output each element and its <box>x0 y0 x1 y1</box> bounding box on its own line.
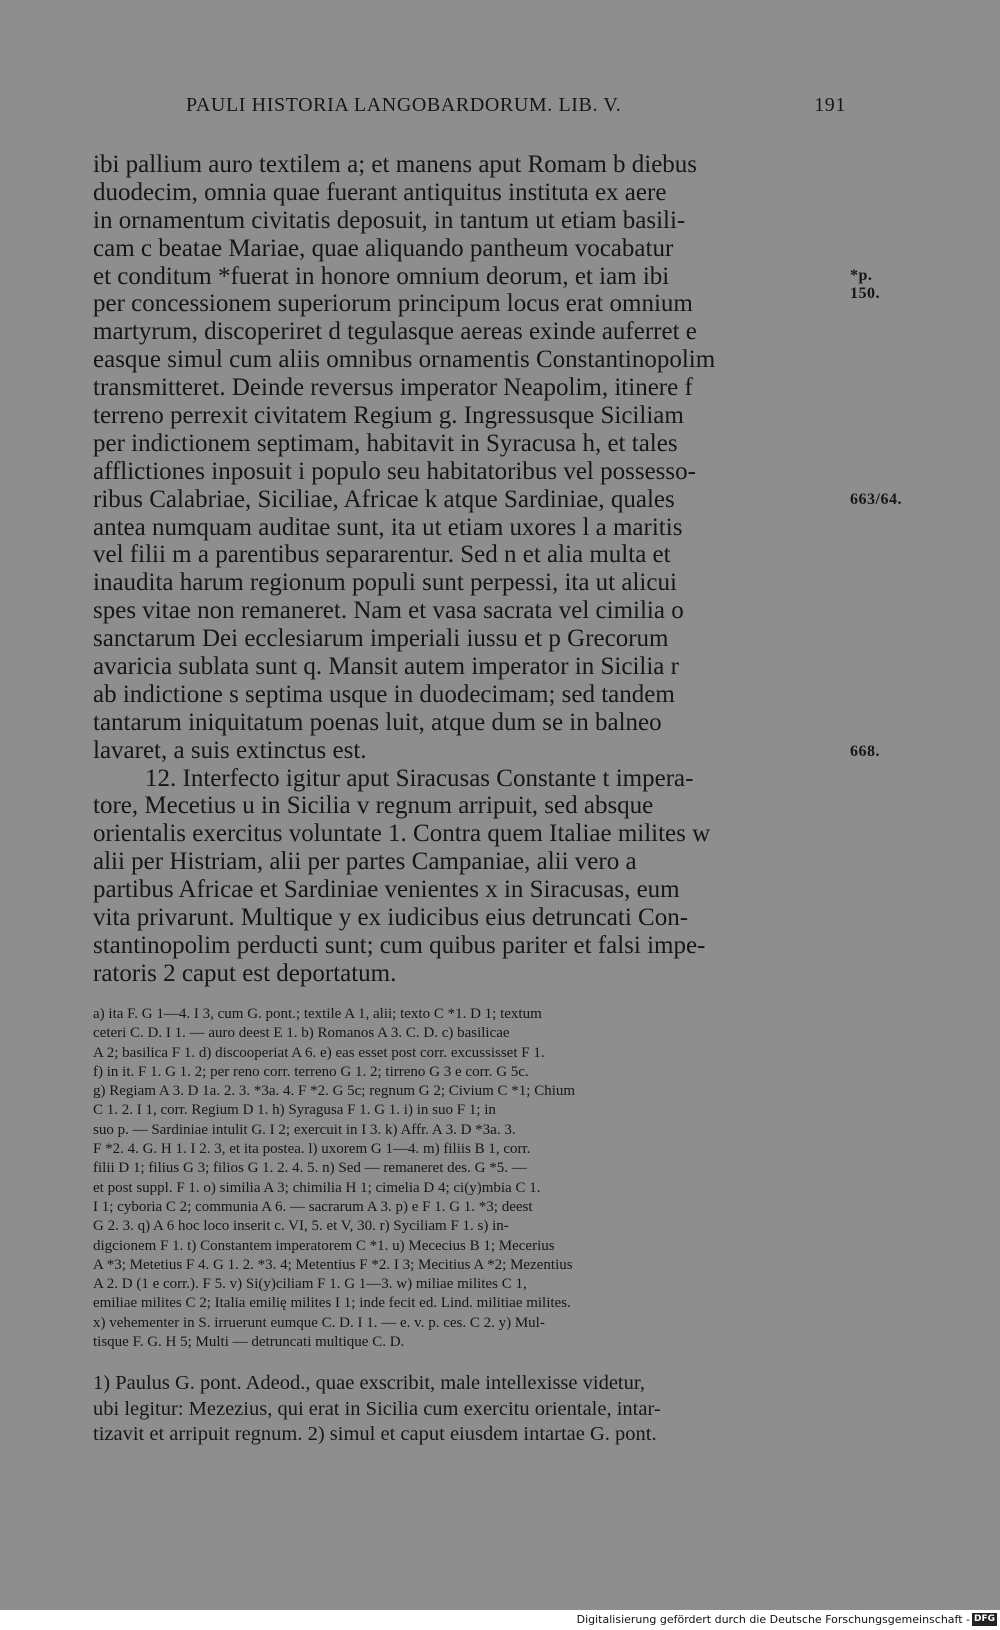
page-number: 191 <box>814 94 846 116</box>
text-line: per indictionem septimam, habitavit in Syracusa h, et tales <box>93 429 678 457</box>
margin-page-ref: *p. 150. <box>850 267 880 302</box>
text-line: tore, Mecetius u in Sicilia v regnum arripuit, sed absque <box>93 792 654 820</box>
text-line: antea numquam auditae sunt, ita ut etiam uxores l a maritis <box>93 513 683 541</box>
text-line: transmitteret. Deinde reversus imperator Neapolim, itinere f <box>93 374 693 402</box>
text-line: tantarum iniquitatum poenas luit, atque dum se in balneo <box>93 708 662 736</box>
text-line: duodecim, omnia quae fuerant antiquitus instituta ex aere <box>93 178 667 206</box>
apparatus-line: ceteri C. D. I 1. — auro deest E 1. b) Romanos A 3. C. D. c) basilicae <box>93 1025 510 1042</box>
apparatus-line: suo p. — Sardiniae intulit G. I 2; exercuit in I 3. k) Affr. A 3. D *3a. 3. <box>93 1121 516 1138</box>
footnote-line: tizavit et arripuit regnum. 2) simul et caput eiusdem intartae G. pont. <box>93 1423 657 1445</box>
apparatus-line: A *3; Metetius F 4. G 1. 2. *3. 4; Metentius F *2. I 3; Mecitius A *2; Mezentius <box>93 1256 573 1273</box>
text-line: ibi pallium auro textilem a; et manens aput Romam b diebus <box>93 151 698 178</box>
footer-bar <box>0 1610 1000 1630</box>
text-line: terreno perrexit civitatem Regium g. Ingressusque Siciliam <box>93 402 684 430</box>
text-line: inaudita harum regionum populi sunt perpessi, ita ut alicui <box>93 569 677 597</box>
funding-note: Digitalisierung gefördert durch die Deutsche Forschungsgemeinschaft - <box>576 1613 970 1626</box>
footnote-line: 1) Paulus G. pont. Adeod., quae exscribit, male intellexisse videtur, <box>93 1372 645 1394</box>
text-line: afflictiones inposuit i populo seu habitatoribus vel possesso- <box>93 457 696 485</box>
footnote-line: ubi legitur: Mezezius, qui erat in Sicilia cum exercitu orientale, intar- <box>93 1397 661 1420</box>
apparatus-line: et post suppl. F 1. o) similia A 3; chimilia H 1; cimelia D 4; ci(y)mbia C 1. <box>93 1179 541 1196</box>
text-line: partibus Africae et Sardiniae venientes x in Siracusas, eum <box>93 876 680 904</box>
text-line: avaricia sublata sunt q. Mansit autem imperator in Sicilia r <box>93 653 679 681</box>
text-line: martyrum, discoperiret d tegulasque aereas exinde auferret e <box>93 318 697 346</box>
apparatus-line: digcionem F 1. t) Constantem imperatorem C *1. u) Mececius B 1; Mecerius <box>93 1237 555 1254</box>
text-line: stantinopolim perducti sunt; cum quibus pariter et falsi impe- <box>93 931 706 959</box>
text-line: orientalis exercitus voluntate 1. Contra quem Italiae milites w <box>93 820 711 848</box>
text-line: alii per Histriam, alii per partes Campaniae, alii vero a <box>93 848 637 876</box>
margin-year-663: 663/64. <box>850 491 902 508</box>
text-line: in ornamentum civitatis deposuit, in tantum ut etiam basili- <box>93 206 686 234</box>
apparatus-line: g) Regiam A 3. D 1a. 2. 3. *3a. 4. F *2. G 5c; regnum G 2; Civium C *1; Chium <box>93 1083 576 1100</box>
apparatus-line: x) vehementer in S. irruerunt eumque C. D. I 1. — e. v. p. ces. C 2. y) Mul- <box>93 1314 545 1331</box>
apparatus-line: f) in it. F 1. G 1. 2; per reno corr. terreno G 1. 2; tirreno G 3 e corr. G 5c. <box>93 1063 529 1080</box>
apparatus-line: emiliae milites C 2; Italia emilię milites I 1; inde fecit ed. Lind. militiae milites. <box>93 1295 571 1312</box>
margin-year-668: 668. <box>850 743 880 760</box>
apparatus-line: tisque F. G. H 5; Multi — detruncati multique C. D. <box>93 1334 405 1351</box>
text-line: ribus Calabriae, Siciliae, Africae k atque Sardiniae, quales <box>93 485 675 513</box>
text-line: lavaret, a suis extinctus est. <box>93 736 367 764</box>
text-line: ab indictione s septima usque in duodecimam; sed tandem <box>93 680 675 708</box>
apparatus-line: C 1. 2. I 1, corr. Regium D 1. h) Syragusa F 1. G 1. i) in suo F 1; in <box>93 1102 496 1119</box>
critical-apparatus <box>93 1005 845 1352</box>
text-line: sanctarum Dei ecclesiarum imperiali iussu et p Grecorum <box>93 625 669 653</box>
footnotes <box>93 1371 845 1448</box>
text-line: ratoris 2 caput est deportatum. <box>93 959 397 987</box>
text-line: vel filii m a parentibus separarentur. Sed n et alia multa et <box>93 541 671 569</box>
text-line: per concessionem superiorum principum locus erat omnium <box>93 290 693 318</box>
apparatus-line: F *2. 4. G. H 1. I 2. 3, et ita postea. l) uxorem G 1—4. m) filiis B 1, corr. <box>93 1141 531 1158</box>
apparatus-line: I 1; cyboria C 2; communia A 6. — sacrarum A 3. p) e F 1. G 1. *3; deest <box>93 1198 533 1215</box>
text-line: et conditum *fuerat in honore omnium deorum, et iam ibi <box>93 262 670 290</box>
text-line: easque simul cum aliis omnibus ornamentis Constantinopolim <box>93 346 716 374</box>
chapter-12-start: 12. Interfecto igitur aput Siracusas Constante t impera- <box>145 764 694 792</box>
text-line: cam c beatae Mariae, quae aliquando pantheum vocabatur <box>93 234 674 262</box>
text-line: spes vitae non remaneret. Nam et vasa sacrata vel cimilia o <box>93 597 684 625</box>
apparatus-line: a) ita F. G 1—4. I 3, cum G. pont.; textile A 1, alii; texto C *1. D 1; textum <box>93 1006 542 1022</box>
apparatus-line: A 2; basilica F 1. d) discooperiat A 6. e) eas esset post corr. excussisset F 1. <box>93 1044 545 1061</box>
text-line: vita privarunt. Multique y ex iudicibus eius detruncati Con- <box>93 904 689 932</box>
apparatus-line: filii D 1; filius G 3; filios G 1. 2. 4. 5. n) Sed — remaneret des. G *5. — <box>93 1160 527 1177</box>
main-text <box>93 151 902 988</box>
apparatus-line: A 2. D (1 e corr.). F 5. v) Si(y)ciliam F 1. G 1—3. w) miliae milites C 1, <box>93 1276 527 1293</box>
apparatus-line: G 2. 3. q) A 6 hoc loco inserit c. VI, 5. et V, 30. r) Syciliam F 1. s) in- <box>93 1218 509 1235</box>
running-title: PAULI HISTORIA LANGOBARDORUM. LIB. V. <box>186 94 622 116</box>
dfg-logo: DFG <box>973 1614 995 1624</box>
